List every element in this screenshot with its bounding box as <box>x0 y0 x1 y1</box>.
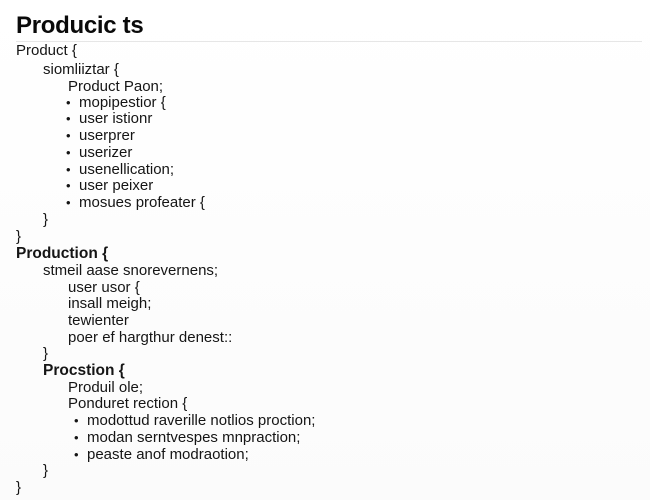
code-line: • modottud raverille notlios proction; <box>74 412 316 429</box>
code-line: • modan serntvespes mnpraction; <box>74 429 301 446</box>
page-title: Producic ts <box>16 12 144 39</box>
code-line: } <box>16 479 22 496</box>
code-line: • mosues profeater { <box>66 194 205 211</box>
bullet-icon: • <box>66 128 71 143</box>
code-line: Product { <box>16 42 77 59</box>
bullet-icon: • <box>66 178 71 193</box>
bullet-icon: • <box>66 95 71 110</box>
code-line: poer ef hargthur denest:: <box>68 329 233 346</box>
code-line: • user peixer <box>66 177 154 194</box>
code-line: } <box>16 228 22 245</box>
code-line: • usenellication; <box>66 161 175 178</box>
code-line: Procstion { <box>43 362 125 379</box>
code-line: • user istionr <box>66 110 153 127</box>
code-line: siomliiztar { <box>43 61 119 78</box>
code-line: tewienter <box>68 312 129 329</box>
bullet-icon: • <box>74 413 79 428</box>
code-line: Production { <box>16 245 109 262</box>
code-line: insall meigh; <box>68 295 152 312</box>
code-line: • mopipestior { <box>66 94 166 111</box>
bullet-icon: • <box>74 430 79 445</box>
code-line: • userprer <box>66 127 135 144</box>
bullet-icon: • <box>66 145 71 160</box>
code-line: } <box>43 211 49 228</box>
bullet-icon: • <box>66 111 71 126</box>
bullet-icon: • <box>66 162 71 177</box>
title-divider <box>16 41 642 42</box>
code-line: Ponduret rection { <box>68 395 188 412</box>
bullet-icon: • <box>66 195 71 210</box>
code-line: • userizer <box>66 144 133 161</box>
code-line: • peaste anof modraotion; <box>74 446 249 463</box>
code-line: user usor { <box>68 279 140 296</box>
code-line: } <box>43 462 49 479</box>
code-line: Product Paon; <box>68 78 164 95</box>
bullet-icon: • <box>74 447 79 462</box>
code-line: stmeil aase snorevernens; <box>43 262 219 279</box>
code-line: } <box>43 345 49 362</box>
code-line: Produil ole; <box>68 379 144 396</box>
